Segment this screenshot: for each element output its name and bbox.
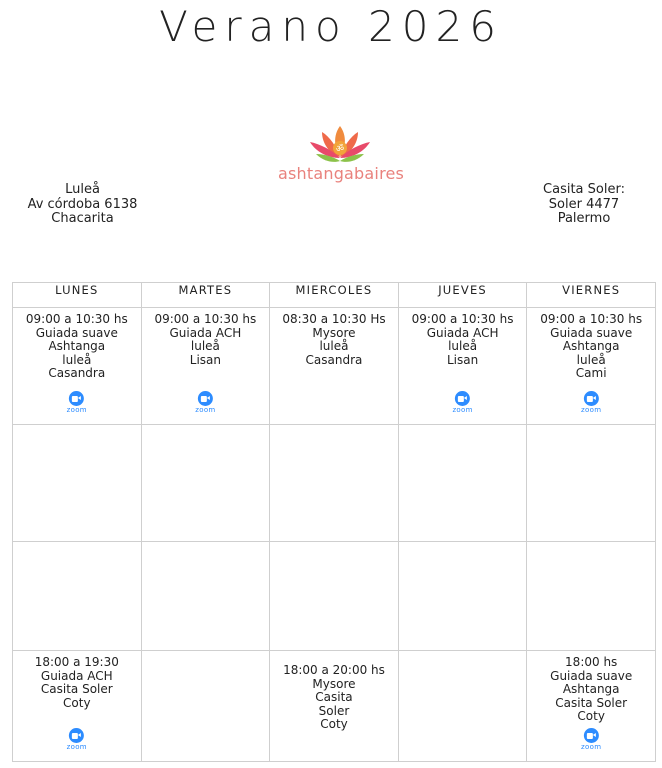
class-time: 18:00 a 20:00 hs [283,663,385,677]
class-slot [13,308,142,425]
class-info [399,651,527,656]
class-info [270,651,398,732]
class-time: 08:30 a 10:30 Hs [282,312,386,326]
zoom-label: zoom [66,743,87,751]
address-line: Chacarita [51,211,114,226]
class-detail: Ashtanga [562,339,620,354]
class-slot [13,425,142,542]
class-info [527,651,655,724]
schedule-table [12,282,656,762]
class-slot [141,651,270,762]
table-row [13,425,656,542]
class-detail: Coty [63,695,91,710]
table-row [13,542,656,651]
zoom-label: zoom [581,743,602,751]
class-info [527,425,655,430]
zoom-link[interactable] [67,391,87,414]
zoom-label: zoom [66,406,87,414]
class-slot [398,542,527,651]
class-detail: Ashtanga [562,682,620,697]
class-detail: luleå [319,339,349,354]
class-detail: luleå [190,339,220,354]
table-header-row [13,283,656,308]
class-slot [13,651,142,762]
class-slot [141,542,270,651]
zoom-icon [69,391,84,406]
class-slot [13,542,142,651]
class-info [13,308,141,381]
zoom-icon [69,728,84,743]
zoom-link[interactable] [67,728,87,751]
class-time: 09:00 a 10:30 hs [25,312,128,326]
day-header-miercoles: MIERCOLES [270,283,399,308]
class-info [270,542,398,547]
class-detail: Lisan [446,352,479,367]
class-detail: Guiada suave [550,325,633,340]
address-line: Av córdoba 6138 [27,196,138,212]
class-slot [527,542,656,651]
class-detail: Casita Soler [40,682,113,697]
class-time: 09:00 a 10:30 hs [154,312,257,326]
class-detail: Coty [577,709,605,724]
zoom-link[interactable] [581,728,601,751]
class-detail: Mysore [312,325,356,340]
address-left [20,183,145,227]
class-info [527,308,655,381]
zoom-label: zoom [195,406,216,414]
class-info [13,651,141,710]
class-slot [527,425,656,542]
lotus-icon [308,124,372,164]
class-info [142,425,270,430]
day-header-viernes: VIERNES [527,283,656,308]
address-line: Luleå [65,182,100,197]
class-detail: Mysore [312,676,356,691]
day-header-lunes: LUNES [13,283,142,308]
zoom-link[interactable] [581,391,601,414]
class-slot [527,651,656,762]
class-time: 09:00 a 10:30 hs [411,312,514,326]
address-line: Casita Soler: [543,182,625,197]
class-slot [141,425,270,542]
table-row [13,308,656,425]
class-info [142,651,270,656]
class-detail: Guiada ACH [169,325,242,340]
class-detail: Guiada suave [550,668,633,683]
class-detail: Coty [320,717,348,732]
class-slot [398,651,527,762]
class-time: 09:00 a 10:30 hs [540,312,643,326]
class-slot [270,425,399,542]
zoom-label: zoom [581,406,602,414]
day-header-martes: MARTES [141,283,270,308]
class-info [13,542,141,547]
class-detail: Casita Soler [555,695,628,710]
class-slot [398,425,527,542]
class-info [142,308,270,367]
class-info [270,308,398,367]
address-line: Palermo [557,211,611,226]
class-detail: Casandra [48,366,106,381]
class-time: 18:00 hs [565,655,618,669]
class-slot [270,308,399,425]
address-right [520,183,648,227]
zoom-icon [584,728,599,743]
zoom-icon [198,391,213,406]
logo [278,124,405,183]
class-info [142,542,270,547]
class-detail: Ashtanga [48,339,106,354]
class-detail: luleå [62,352,92,367]
class-detail: Guiada suave [35,325,118,340]
class-slot [141,308,270,425]
logo-text: ashtangabaires [278,164,405,183]
class-detail: Casandra [305,352,363,367]
class-info [13,425,141,430]
class-time: 18:00 a 19:30 [34,655,119,669]
class-detail: Casita [315,690,353,705]
table-row [13,651,656,762]
class-detail: Guiada ACH [40,668,113,683]
class-slot [527,308,656,425]
day-header-jueves: JUEVES [398,283,527,308]
zoom-icon [584,391,599,406]
class-detail: luleå [448,339,478,354]
class-info [399,425,527,430]
class-detail: Soler [318,703,350,718]
class-info [399,308,527,367]
address-line: Soler 4477 [548,196,620,212]
class-detail: luleå [576,352,606,367]
class-info [270,425,398,430]
class-slot [270,651,399,762]
zoom-link[interactable] [452,391,472,414]
class-detail: Guiada ACH [426,325,499,340]
class-info [399,542,527,547]
class-slot [398,308,527,425]
zoom-icon [455,391,470,406]
class-detail: Cami [575,366,607,381]
class-slot [270,542,399,651]
om-symbol: ॐ [335,144,345,155]
page-title: Verano 2026 [159,2,503,51]
class-info [527,542,655,547]
zoom-link[interactable] [195,391,215,414]
class-detail: Lisan [189,352,221,367]
zoom-label: zoom [452,406,473,414]
